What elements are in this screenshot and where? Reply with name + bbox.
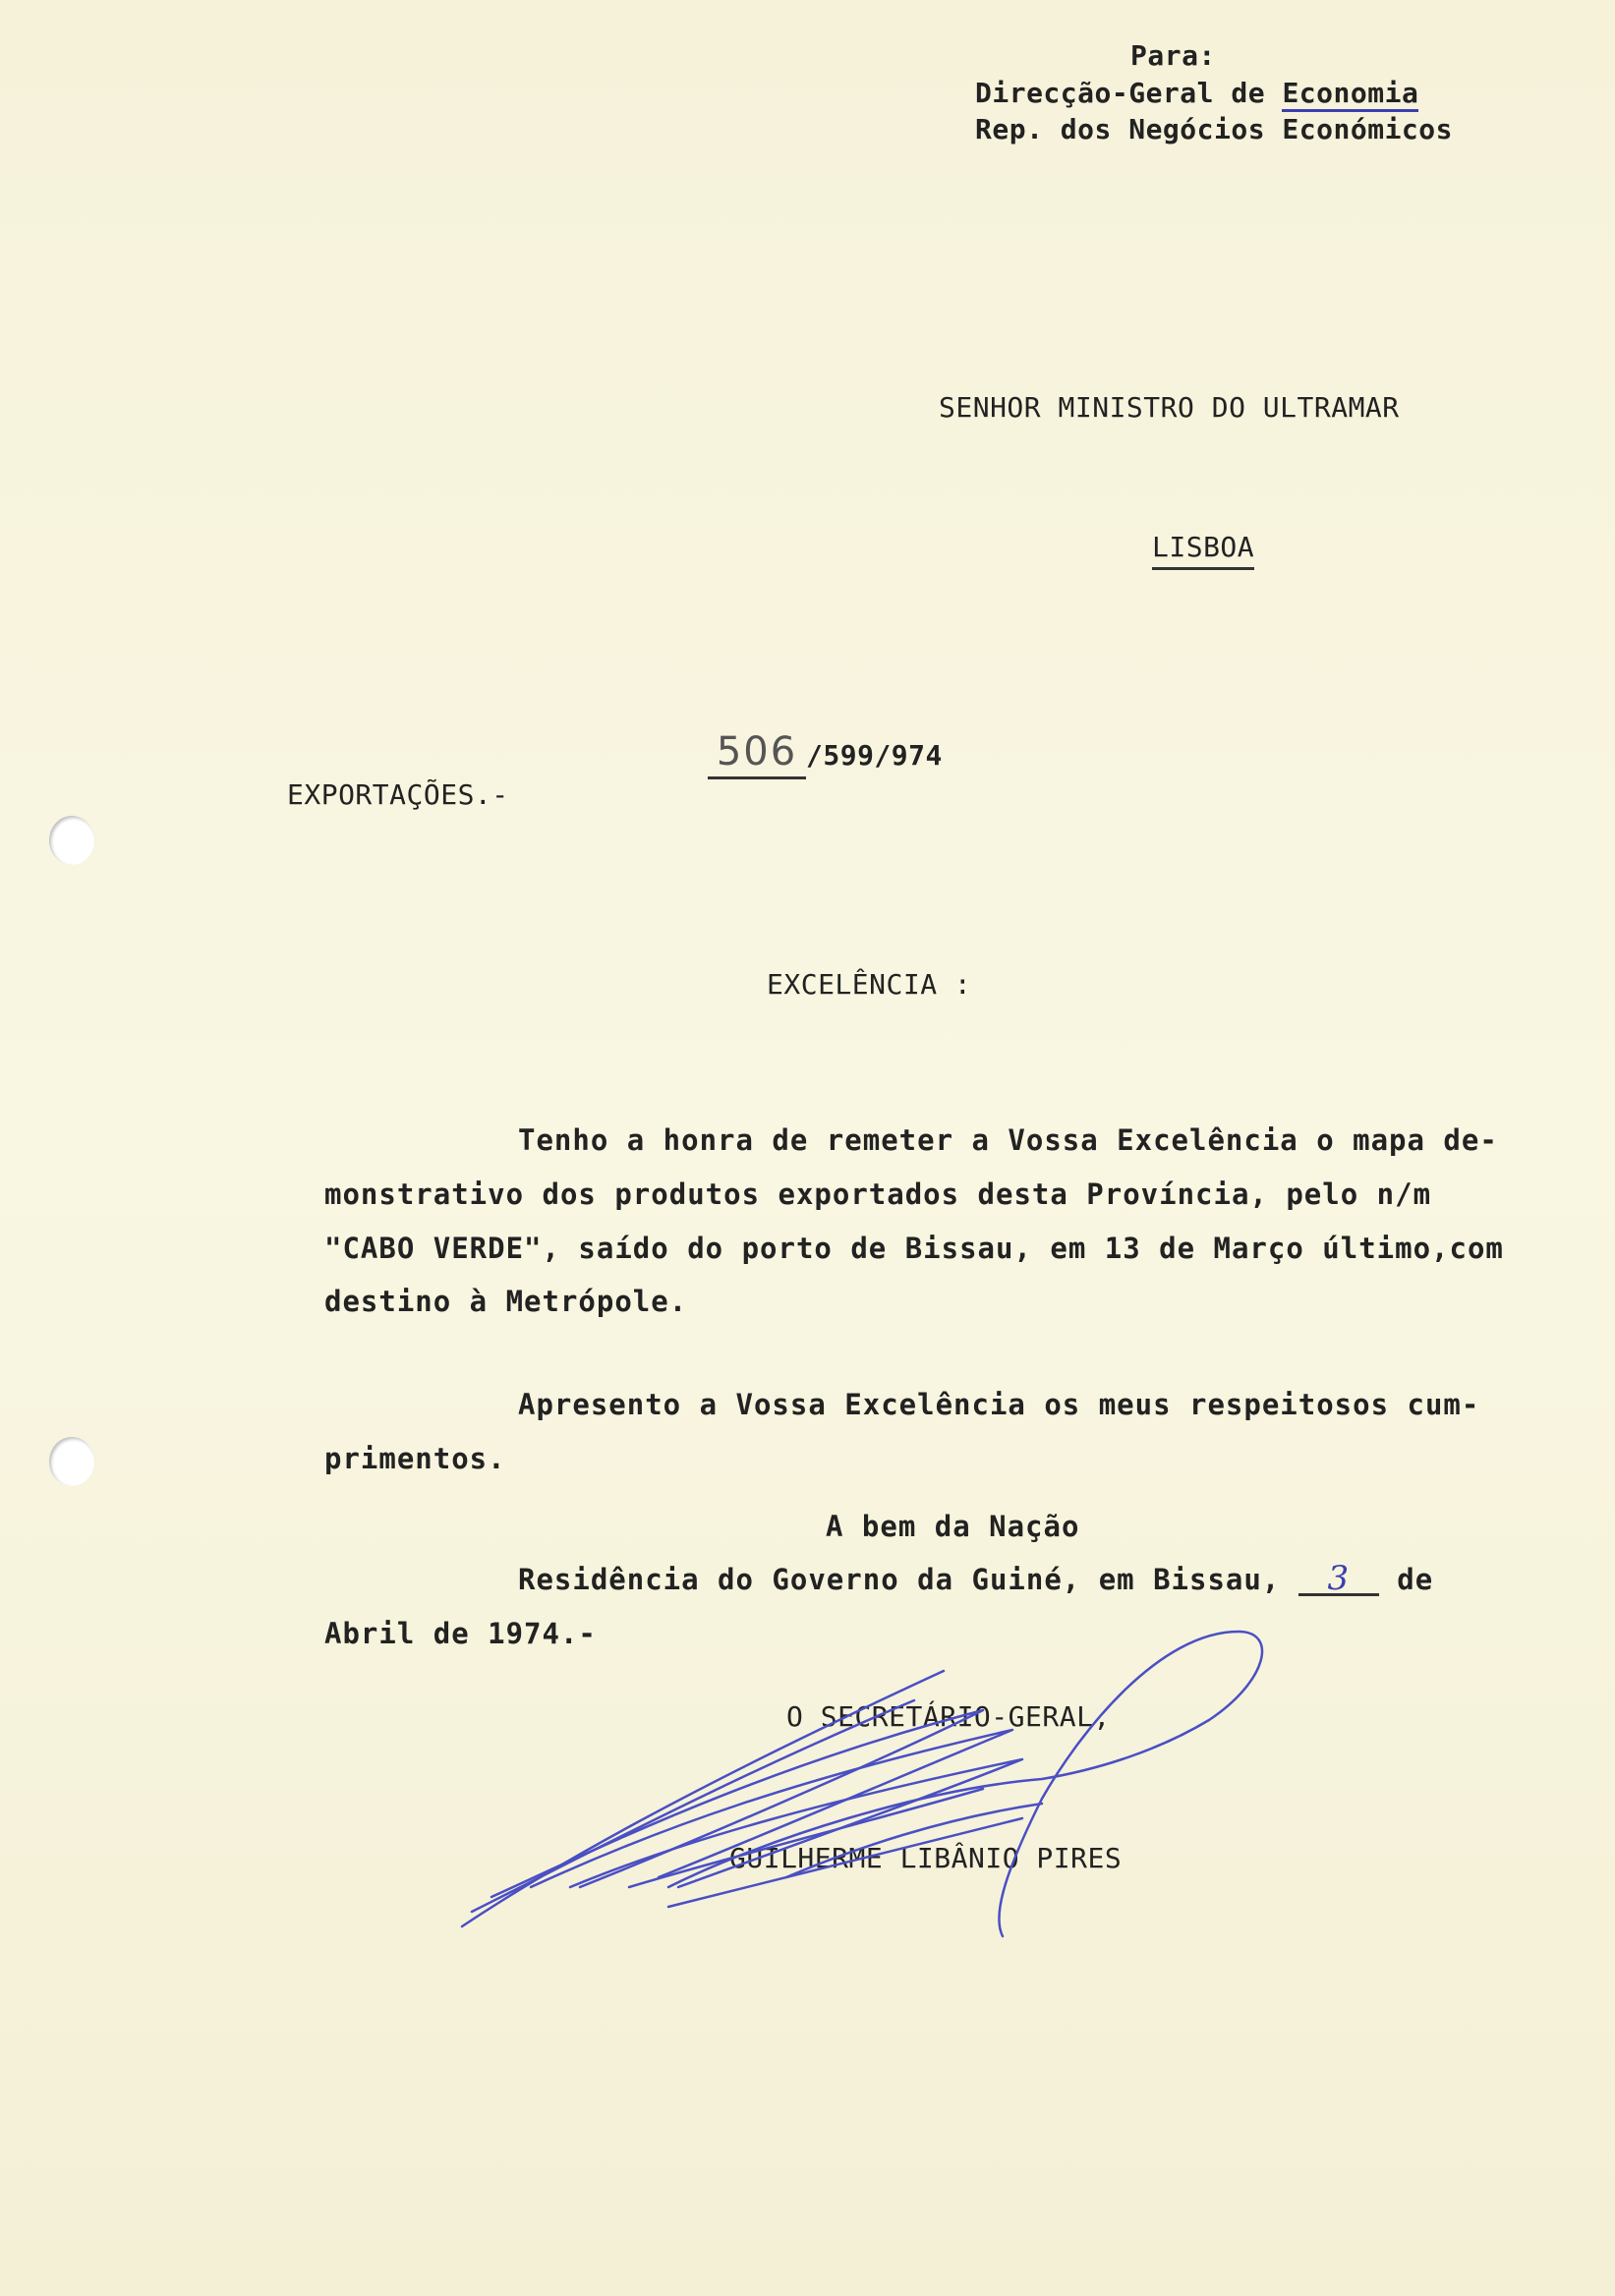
body-p2-line-1: Apresento a Vossa Excelência os meus respeitosos cum- <box>518 1388 1480 1421</box>
closing-place-prefix: Residência do Governo da Guiné, em Bissau, <box>518 1563 1281 1596</box>
body-p1-line-4: destino à Metrópole. <box>324 1285 688 1318</box>
punch-hole-bottom <box>49 1437 94 1486</box>
addressee-title: SENHOR MINISTRO DO ULTRAMAR <box>939 391 1400 424</box>
body-p1-line-2: monstrativo dos produtos exportados desta Província, pelo n/m <box>324 1177 1432 1211</box>
salutation: EXCELÊNCIA : <box>767 968 972 1001</box>
routing-line-1-prefix: Direcção-Geral de <box>975 77 1283 109</box>
signature-name: GUILHERME LIBÂNIO PIRES <box>729 1842 1123 1874</box>
closing-date-rest: Abril de 1974.- <box>324 1617 597 1650</box>
handwritten-signature <box>433 1592 1298 1946</box>
routing-line-1 <box>975 77 1418 109</box>
body-p2-line-2: primentos. <box>324 1442 506 1475</box>
punch-hole-top <box>49 816 94 865</box>
routing-economia: Economia <box>1282 77 1418 112</box>
closing-motto: A bem da Nação <box>826 1510 1080 1543</box>
signature-role: O SECRETÁRIO-GERAL, <box>786 1700 1111 1733</box>
closing-place-suffix: de <box>1397 1563 1434 1596</box>
addressee-city: LISBOA <box>1152 531 1254 570</box>
body-p1-line-3: "CABO VERDE", saído do porto de Bissau, em 13 de Março último,com <box>324 1232 1504 1265</box>
reference-number-rest: /599/974 <box>806 739 943 772</box>
closing-day-handwritten: 3 <box>1298 1564 1379 1596</box>
routing-line-2: Rep. dos Negócios Económicos <box>975 113 1454 145</box>
routing-para: Para: <box>1130 39 1216 72</box>
closing-place-date <box>518 1559 1434 1598</box>
reference-number <box>708 729 943 779</box>
reference-number-handwritten: 506 <box>708 729 806 779</box>
body-p1-line-1: Tenho a honra de remeter a Vossa Excelência o mapa de- <box>518 1123 1498 1157</box>
subject-line: EXPORTAÇÕES.- <box>287 778 509 811</box>
